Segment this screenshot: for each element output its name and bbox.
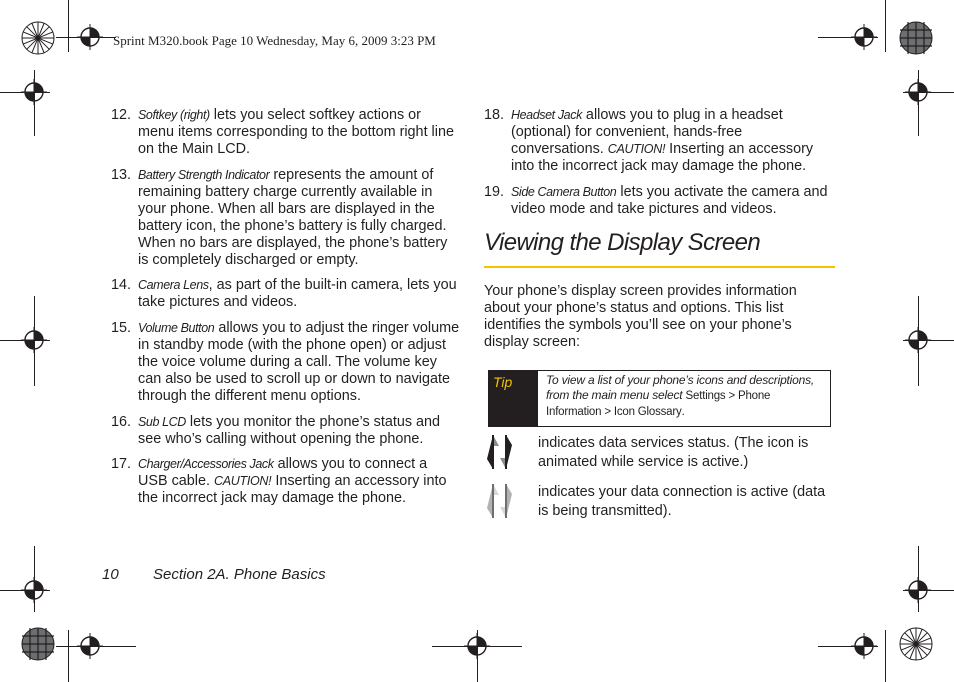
item-number: 16. bbox=[111, 414, 132, 430]
item-number: 15. bbox=[111, 320, 132, 336]
item-number: 17. bbox=[111, 456, 132, 472]
item-term: Battery Strength Indicator bbox=[138, 168, 270, 182]
registration-mark-icon bbox=[77, 633, 103, 659]
menu-path-phone-information: Phone Information bbox=[546, 390, 771, 418]
registration-mark-icon bbox=[77, 24, 103, 50]
item-number: 12. bbox=[111, 107, 132, 123]
item-text bbox=[138, 414, 460, 448]
caution-label: CAUTION! bbox=[214, 474, 272, 488]
item-text bbox=[138, 167, 460, 269]
registration-mark-icon bbox=[851, 633, 877, 659]
tip-box bbox=[488, 370, 831, 427]
data-services-icon bbox=[484, 434, 516, 470]
icon-glossary-row bbox=[484, 434, 834, 474]
item-text bbox=[138, 277, 460, 311]
intro-paragraph: Your phone’s display screen provides information about your phone’s status and options. This list identifies the symbols you’ll see on your phone’s display screen: bbox=[484, 283, 797, 350]
item-term: Sub LCD bbox=[138, 415, 186, 429]
item-number: 13. bbox=[111, 167, 132, 183]
tip-label: Tip bbox=[489, 371, 538, 426]
item-number: 14. bbox=[111, 277, 132, 293]
item-text bbox=[138, 107, 460, 158]
tip-text bbox=[546, 373, 826, 420]
icon-description: indicates data services status. (The icon is animated while service is active.) bbox=[538, 435, 809, 470]
tip-instruction: To view a list of your phone’s icons and descriptions, from the main menu select bbox=[546, 373, 815, 402]
item-text bbox=[138, 320, 460, 405]
menu-path-icon-glossary: Icon Glossary bbox=[613, 406, 682, 418]
item-description: allows you to plug in a headset (optional) for convenient, hands-free conversations. bbox=[511, 107, 783, 157]
registration-mark-icon bbox=[905, 327, 931, 353]
item-description: represents the amount of remaining battery charge currently available in your phone. When all bars are displayed in the battery icon, the phone’s battery is fully charged. When no bars are displayed, the phone’s battery is completely discharged or empty. bbox=[138, 167, 448, 268]
menu-path-separator: > bbox=[725, 390, 738, 402]
item-description: Inserting an accessory into the incorrect jack may damage the phone. bbox=[138, 473, 447, 506]
heading-rule bbox=[484, 266, 835, 268]
data-active-icon bbox=[484, 483, 516, 519]
item-term: Softkey (right) bbox=[138, 108, 210, 122]
item-number: 19. bbox=[484, 184, 505, 200]
item-term: Camera Lens bbox=[138, 278, 209, 292]
registration-mark-icon bbox=[464, 633, 490, 659]
tip-end: . bbox=[681, 404, 685, 418]
menu-path-settings: Settings bbox=[685, 390, 726, 402]
item-term: Charger/Accessories Jack bbox=[138, 457, 274, 471]
item-number: 18. bbox=[484, 107, 505, 123]
item-term: Headset Jack bbox=[511, 108, 582, 122]
menu-path-separator: > bbox=[601, 406, 614, 418]
item-text bbox=[138, 456, 460, 507]
icon-glossary-row bbox=[484, 483, 834, 523]
registration-mark-icon bbox=[21, 327, 47, 353]
registration-mark-icon bbox=[21, 79, 47, 105]
starburst-mark-icon bbox=[899, 627, 933, 661]
item-description: Inserting an accessory into the incorrect jack may damage the phone. bbox=[511, 141, 814, 174]
item-term: Side Camera Button bbox=[511, 185, 617, 199]
item-description: allows you to connect a USB cable. bbox=[138, 456, 428, 489]
icon-description: indicates your data connection is active (data is being transmitted). bbox=[538, 484, 826, 519]
item-description: lets you monitor the phone’s status and see who’s calling without opening the phone. bbox=[138, 414, 441, 447]
item-text bbox=[511, 184, 834, 218]
item-description: lets you select softkey actions or menu items corresponding to the bottom right line on the Main LCD. bbox=[138, 107, 454, 157]
item-term: Volume Button bbox=[138, 321, 215, 335]
registration-mark-icon bbox=[21, 577, 47, 603]
registration-mark-icon bbox=[851, 24, 877, 50]
item-description: , as part of the built-in camera, lets you take pictures and videos. bbox=[138, 277, 457, 310]
caution-label: CAUTION! bbox=[607, 142, 666, 156]
starburst-mark-icon bbox=[899, 21, 933, 55]
item-description: lets you activate the camera and video mode and take pictures and videos. bbox=[511, 184, 828, 217]
starburst-mark-icon bbox=[21, 627, 55, 661]
section-footer: Section 2A. Phone Basics bbox=[153, 566, 326, 583]
section-heading: Viewing the Display Screen bbox=[484, 229, 761, 256]
registration-mark-icon bbox=[905, 577, 931, 603]
item-text bbox=[511, 107, 834, 175]
registration-mark-icon bbox=[905, 79, 931, 105]
print-slug: Sprint M320.book Page 10 Wednesday, May 6, 2009 3:23 PM bbox=[113, 33, 436, 48]
starburst-mark-icon bbox=[21, 21, 55, 55]
page-number: 10 bbox=[102, 566, 119, 583]
item-description: allows you to adjust the ringer volume in standby mode (with the phone open) or adjust the voice volume during a call. The volume key can also be used to scroll up or down to navigate through the different menu options. bbox=[138, 320, 460, 404]
